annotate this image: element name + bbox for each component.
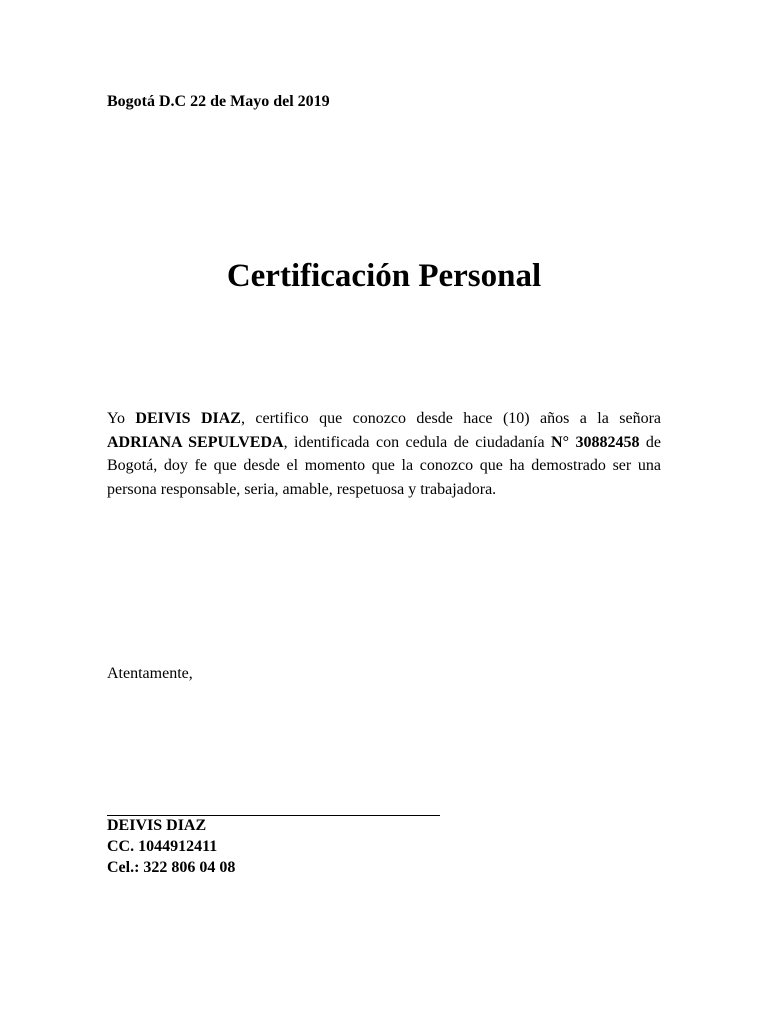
signer-id: CC. 1044912411 — [107, 838, 218, 855]
signature-block — [107, 815, 235, 878]
subject-name: ADRIANA SEPULVEDA — [107, 433, 284, 451]
document-title: Certificación Personal — [226, 258, 542, 294]
certifier-name: DEIVIS DIAZ — [135, 410, 241, 427]
closing-salutation: Atentamente, — [107, 665, 193, 682]
id-number: 30882458 — [575, 433, 640, 451]
signer-name: DEIVIS DIAZ — [107, 817, 207, 834]
body-text-segment: de Bogotá, doy fe que desde el momento que la conozco que ha demostrado ser una persona responsable, seria, amable, respetuosa y trabajadora. — [107, 433, 662, 498]
body-text-segment: Yo — [107, 410, 136, 427]
id-label: N° — [551, 433, 569, 451]
date-line: Bogotá D.C 22 de Mayo del 2019 — [107, 93, 330, 110]
certification-paragraph — [107, 407, 661, 501]
body-text-segment: , identificada con cedula de ciudadanía — [283, 433, 552, 451]
body-text-segment: , certifico que conozco desde hace (10) años a la señora — [240, 410, 662, 427]
signer-phone: Cel.: 322 806 04 08 — [107, 859, 236, 876]
